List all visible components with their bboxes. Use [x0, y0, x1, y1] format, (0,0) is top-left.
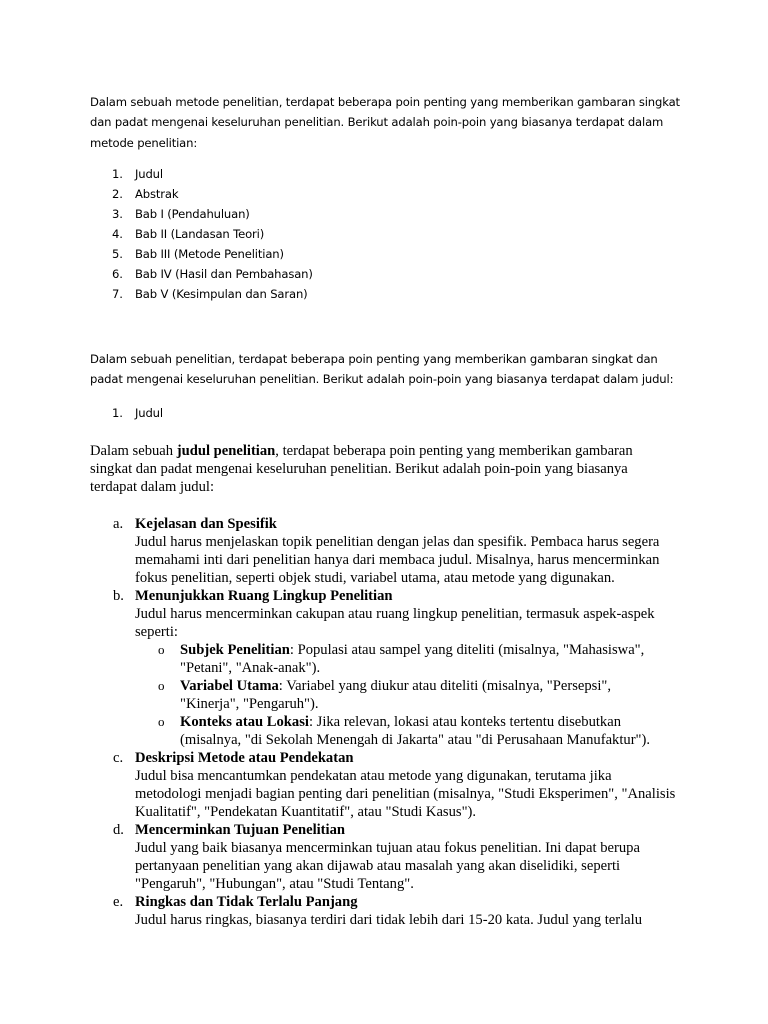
sub-desc: : Jika relevan, lokasi atau konteks tertentu disebutkan (misalnya, "di Sekolah Menengah di Jakarta" atau "di Perusahaan Manufaktur").	[180, 714, 651, 748]
criteria-title: Menunjukkan Ruang Lingkup Penelitian	[135, 588, 393, 604]
list-item	[90, 184, 313, 204]
list-text: Bab V (Kesimpulan dan Saran)	[135, 287, 308, 301]
list-text: Judul	[135, 167, 163, 181]
criteria-body: Judul harus menjelaskan topik penelitian dengan jelas dan spesifik. Pembaca harus segera memahami inti dari penelitian hanya dari membaca judul. Misalnya, harus mencerminkan fokus penelitian, seperti objek studi, variabel utama, atau metode yang digunakan.	[135, 534, 660, 586]
paragraph-text: , terdapat beberapa poin penting yang memberikan gambaran singkat dan padat mengenai keseluruhan penelitian. Berikut adalah poin-poin yang biasanya terdapat dalam judul:	[90, 443, 633, 495]
second-paragraph: Dalam sebuah penelitian, terdapat beberapa poin penting yang memberikan gambaran singkat dan padat mengenai keseluruhan penelitian. Berikut adalah poin-poin yang biasanya terdapat dalam judul:	[90, 352, 674, 387]
sub-desc: : Populasi atau sampel yang diteliti (misalnya, "Mahasiswa", "Petani", "Anak-anak").	[180, 642, 645, 676]
criteria-letter: b.	[113, 588, 124, 604]
sub-term: Variabel Utama	[180, 678, 279, 694]
list-item	[90, 164, 313, 184]
sublist-item	[135, 713, 670, 749]
circle-bullet-icon: o	[158, 678, 165, 693]
criteria-letter: a.	[113, 516, 124, 532]
list-text: Bab IV (Hasil dan Pembahasan)	[135, 267, 313, 281]
sub-term: Subjek Penelitian	[180, 642, 290, 658]
judul-list	[90, 403, 163, 423]
list-item	[90, 403, 163, 423]
sublist-item	[135, 641, 670, 677]
list-number: 5.	[112, 247, 123, 261]
criteria-letter: d.	[113, 822, 124, 838]
list-number: 1.	[112, 167, 123, 181]
list-number: 1.	[112, 406, 123, 420]
scope-sublist	[135, 641, 680, 749]
list-text: Bab I (Pendahuluan)	[135, 207, 250, 221]
paragraph-text: Dalam sebuah	[90, 443, 177, 459]
criteria-body: Judul harus ringkas, biasanya terdiri dari tidak lebih dari 15-20 kata. Judul yang terlalu	[135, 912, 642, 928]
circle-bullet-icon: o	[158, 642, 165, 657]
list-number: 7.	[112, 287, 123, 301]
criteria-item	[90, 749, 680, 821]
list-text: Abstrak	[135, 187, 179, 201]
list-item	[90, 224, 313, 244]
list-number: 6.	[112, 267, 123, 281]
criteria-item	[90, 587, 680, 749]
list-number: 2.	[112, 187, 123, 201]
criteria-body: Judul bisa mencantumkan pendekatan atau metode yang digunakan, terutama jika metodologi menjadi bagian penting dari penelitian (misalnya, "Studi Eksperimen", "Analisis Kualitatif", "Pendekatan Kuantitatif", atau "Studi Kasus").	[135, 768, 676, 820]
criteria-letter: e.	[113, 894, 124, 910]
criteria-title: Kejelasan dan Spesifik	[135, 516, 277, 532]
criteria-letter: c.	[113, 750, 124, 766]
criteria-item	[90, 893, 680, 929]
criteria-title: Mencerminkan Tujuan Penelitian	[135, 822, 346, 838]
bold-term: judul penelitian	[176, 443, 276, 459]
list-item	[90, 264, 313, 284]
criteria-body: Judul harus mencerminkan cakupan atau ruang lingkup penelitian, termasuk aspek-aspek seperti:	[135, 606, 655, 640]
list-item	[90, 244, 313, 264]
list-number: 3.	[112, 207, 123, 221]
criteria-item	[90, 515, 680, 587]
circle-bullet-icon: o	[158, 714, 165, 729]
criteria-body: Judul yang baik biasanya mencerminkan tujuan atau fokus penelitian. Ini dapat berupa pertanyaan penelitian yang akan dijawab atau masalah yang akan diselidiki, seperti "Pengaruh", "Hubungan", atau "Studi Tentang".	[135, 840, 640, 892]
list-text: Bab II (Landasan Teori)	[135, 227, 265, 241]
criteria-list	[90, 515, 680, 929]
sublist-item	[135, 677, 670, 713]
intro-paragraph: Dalam sebuah metode penelitian, terdapat beberapa poin penting yang memberikan gambaran singkat dan padat mengenai keseluruhan penelitian. Berikut adalah poin-poin yang biasanya terdapat dalam metode penelitian:	[90, 95, 680, 150]
criteria-item	[90, 821, 680, 893]
criteria-title: Deskripsi Metode atau Pendekatan	[135, 750, 354, 766]
list-text: Bab III (Metode Penelitian)	[135, 247, 284, 261]
sub-term: Konteks atau Lokasi	[180, 714, 309, 730]
list-number: 4.	[112, 227, 123, 241]
list-item	[90, 204, 313, 224]
method-list	[90, 164, 313, 304]
list-text: Judul	[135, 406, 163, 420]
sub-desc: : Variabel yang diukur atau diteliti (misalnya, "Persepsi", "Kinerja", "Pengaruh").	[180, 678, 612, 712]
criteria-title: Ringkas dan Tidak Terlalu Panjang	[135, 894, 358, 910]
list-item	[90, 284, 313, 304]
third-paragraph	[90, 442, 670, 496]
